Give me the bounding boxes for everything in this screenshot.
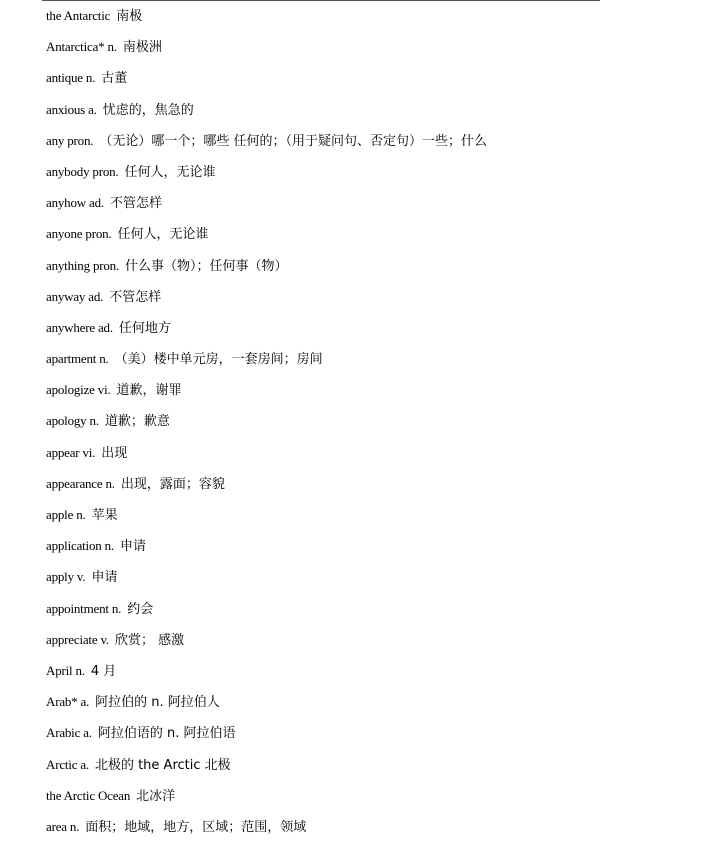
vocab-entry xyxy=(46,755,487,786)
vocab-entry xyxy=(46,256,487,287)
chinese-gloss: 南极 xyxy=(116,9,143,24)
headword: anyone pron. xyxy=(46,226,112,242)
vocab-entry xyxy=(46,162,487,193)
vocab-entry xyxy=(46,224,487,255)
vocab-entry xyxy=(46,411,487,442)
chinese-gloss: 道歉；歉意 xyxy=(104,414,170,430)
chinese-gloss: 欣赏； 感激 xyxy=(114,632,185,648)
chinese-gloss: 北极的 the Arctic 北极 xyxy=(94,757,231,773)
headword: the Arctic Ocean xyxy=(46,787,131,803)
headword: appreciate v. xyxy=(46,631,109,647)
headword: antique n. xyxy=(46,70,96,86)
vocab-entry xyxy=(46,599,487,630)
chinese-gloss: 苹果 xyxy=(91,508,118,523)
headword: anyhow ad. xyxy=(46,195,104,211)
chinese-gloss: （无论）哪一个；哪些 任何的；（用于疑问句、否定句）一些；什么 xyxy=(99,133,487,149)
chinese-gloss: 任何地方 xyxy=(118,320,171,336)
chinese-gloss: 4 月 xyxy=(90,663,117,679)
chinese-gloss: 约会 xyxy=(127,601,154,617)
chinese-gloss: 不管怎样 xyxy=(109,196,162,212)
chinese-gloss: 出现 xyxy=(101,445,128,461)
headword: appear vi. xyxy=(46,444,96,460)
headword: Antarctica* n. xyxy=(46,39,117,55)
headword: anybody pron. xyxy=(46,163,119,179)
vocab-entry xyxy=(46,100,487,131)
headword: the Antarctic xyxy=(46,8,111,23)
headword: Arab* a. xyxy=(46,694,90,710)
vocab-entry xyxy=(46,287,487,318)
headword: anything pron. xyxy=(46,257,120,273)
chinese-gloss: 什么事（物）；任何事（物） xyxy=(125,258,288,274)
headword: apple n. xyxy=(46,507,86,522)
headword: anxious a. xyxy=(46,101,97,117)
vocab-entry xyxy=(46,443,487,474)
chinese-gloss: 北冰洋 xyxy=(136,788,176,804)
headword: Arabic a. xyxy=(46,725,92,741)
chinese-gloss: 面积；地域，地方，区域；范围，领域 xyxy=(85,819,307,835)
vocab-entry xyxy=(46,349,487,380)
vocab-entry xyxy=(46,380,487,411)
vocabulary-list xyxy=(46,6,487,848)
vocab-entry xyxy=(46,318,487,349)
chinese-gloss: 申请 xyxy=(119,539,146,555)
vocab-entry xyxy=(46,692,487,723)
headword: appearance n. xyxy=(46,475,115,491)
chinese-gloss: 申请 xyxy=(91,570,118,586)
chinese-gloss: 不管怎样 xyxy=(109,289,162,305)
headword: apology n. xyxy=(46,413,99,429)
top-rule xyxy=(42,0,600,1)
chinese-gloss: 忧虑的，焦急的 xyxy=(102,102,194,118)
chinese-gloss: 任何人，无论谁 xyxy=(124,164,216,180)
chinese-gloss: 南极洲 xyxy=(122,40,162,56)
vocab-entry xyxy=(46,723,487,754)
chinese-gloss: 古董 xyxy=(101,71,128,87)
headword: April n. xyxy=(46,662,85,678)
chinese-gloss: 道歉，谢罪 xyxy=(116,383,182,399)
vocab-entry xyxy=(46,630,487,661)
vocab-entry xyxy=(46,6,487,37)
vocab-entry xyxy=(46,474,487,505)
headword: application n. xyxy=(46,538,114,554)
chinese-gloss: （美）楼中单元房，一套房间；房间 xyxy=(114,352,323,368)
chinese-gloss: 阿拉伯语的 n. 阿拉伯语 xyxy=(97,726,236,742)
chinese-gloss: 阿拉伯的 n. 阿拉伯人 xyxy=(95,695,220,711)
headword: apply v. xyxy=(46,569,86,585)
chinese-gloss: 出现，露面；容貌 xyxy=(120,476,225,492)
vocab-entry xyxy=(46,817,487,848)
headword: area n. xyxy=(46,818,80,834)
vocab-entry xyxy=(46,786,487,817)
vocab-entry xyxy=(46,193,487,224)
headword: any pron. xyxy=(46,132,94,148)
headword: appointment n. xyxy=(46,600,122,616)
headword: apartment n. xyxy=(46,351,109,367)
vocab-entry xyxy=(46,68,487,99)
vocab-entry xyxy=(46,567,487,598)
vocab-entry xyxy=(46,37,487,68)
headword: apologize vi. xyxy=(46,382,111,398)
headword: anyway ad. xyxy=(46,288,104,304)
headword: Arctic a. xyxy=(46,756,89,772)
chinese-gloss: 任何人，无论谁 xyxy=(117,227,209,243)
vocab-entry xyxy=(46,661,487,692)
vocab-entry xyxy=(46,536,487,567)
headword: anywhere ad. xyxy=(46,319,113,335)
vocab-entry xyxy=(46,131,487,162)
vocab-entry xyxy=(46,505,487,536)
